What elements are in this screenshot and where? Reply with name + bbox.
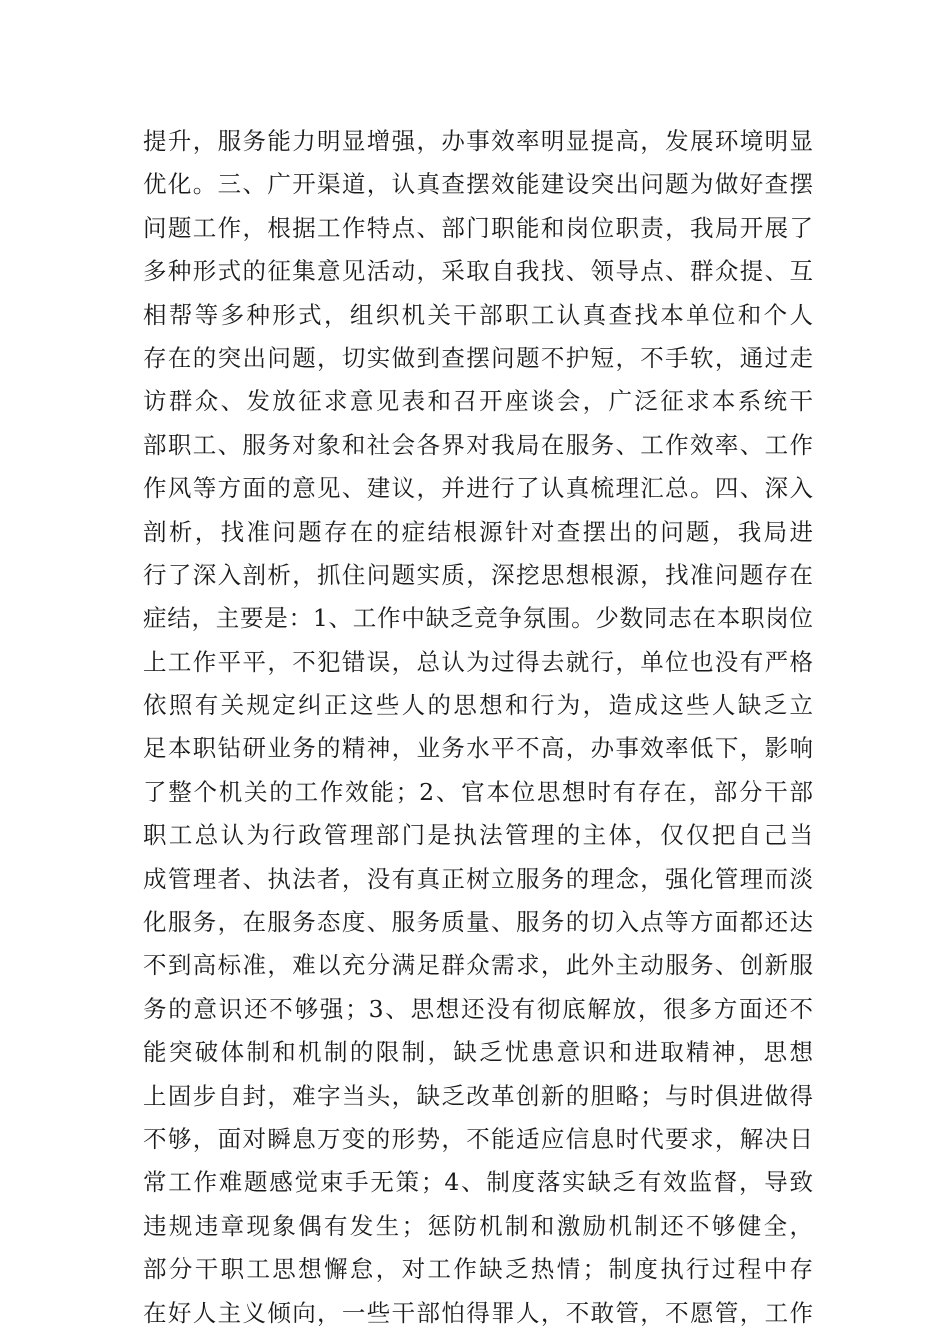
text-line: 部分干职工思想懈怠，对工作缺乏热情；制度执行过程中存 xyxy=(143,1255,813,1284)
text-line: 务的意识还不够强；3、思想还没有彻底解放，很多方面还不 xyxy=(143,994,813,1023)
text-line: 上固步自封，难字当头，缺乏改革创新的胆略；与时俱进做得 xyxy=(143,1081,813,1110)
text-line: 问题工作，根据工作特点、部门职能和岗位职责，我局开展了 xyxy=(143,213,813,242)
text-line: 常工作难题感觉束手无策；4、制度落实缺乏有效监督，导致 xyxy=(143,1168,813,1197)
text-line: 成管理者、执法者，没有真正树立服务的理念，强化管理而淡 xyxy=(143,864,813,893)
text-line: 上工作平平，不犯错误，总认为过得去就行，单位也没有严格 xyxy=(143,647,813,676)
text-line: 存在的突出问题，切实做到查摆问题不护短，不手软，通过走 xyxy=(143,343,813,372)
text-line: 剖析，找准问题存在的症结根源针对查摆出的问题，我局进 xyxy=(143,517,813,546)
text-line: 足本职钻研业务的精神，业务水平不高，办事效率低下，影响 xyxy=(143,734,813,763)
text-line: 行了深入剖析，抓住问题实质，深挖思想根源，找准问题存在 xyxy=(143,560,813,589)
text-line: 症结，主要是：1、工作中缺乏竞争氛围。少数同志在本职岗位 xyxy=(143,604,813,633)
text-line: 职工总认为行政管理部门是执法管理的主体，仅仅把自己当 xyxy=(143,821,813,850)
text-line: 相帮等多种形式，组织机关干部职工认真查找本单位和个人 xyxy=(143,300,813,329)
text-line: 依照有关规定纠正这些人的思想和行为，造成这些人缺乏立 xyxy=(143,691,813,720)
text-line: 能突破体制和机制的限制，缺乏忧患意识和进取精神，思想 xyxy=(143,1038,813,1067)
text-line: 不到高标准，难以充分满足群众需求，此外主动服务、创新服 xyxy=(143,951,813,980)
text-line: 优化。三、广开渠道，认真查摆效能建设突出问题为做好查摆 xyxy=(143,170,813,199)
body-paragraph xyxy=(143,120,813,1335)
text-line: 部职工、服务对象和社会各界对我局在服务、工作效率、工作 xyxy=(143,430,813,459)
text-line: 化服务，在服务态度、服务质量、服务的切入点等方面都还达 xyxy=(143,908,813,937)
text-line: 不够，面对瞬息万变的形势，不能适应信息时代要求，解决日 xyxy=(143,1124,813,1153)
text-line: 了整个机关的工作效能；2、官本位思想时有存在，部分干部 xyxy=(143,777,813,806)
text-line: 违规违章现象偶有发生；惩防机制和激励机制还不够健全， xyxy=(143,1211,813,1240)
text-line: 作风等方面的意见、建议，并进行了认真梳理汇总。四、深入 xyxy=(143,474,813,503)
text-line: 提升，服务能力明显增强，办事效率明显提高，发展环境明显 xyxy=(143,127,813,155)
text-line: 多种形式的征集意见活动，采取自我找、领导点、群众提、互 xyxy=(143,257,813,286)
text-line: 访群众、发放征求意见表和召开座谈会，广泛征求本系统干 xyxy=(143,387,813,416)
text-line: 在好人主义倾向，一些干部怕得罪人，不敢管，不愿管，工作 xyxy=(143,1298,813,1327)
